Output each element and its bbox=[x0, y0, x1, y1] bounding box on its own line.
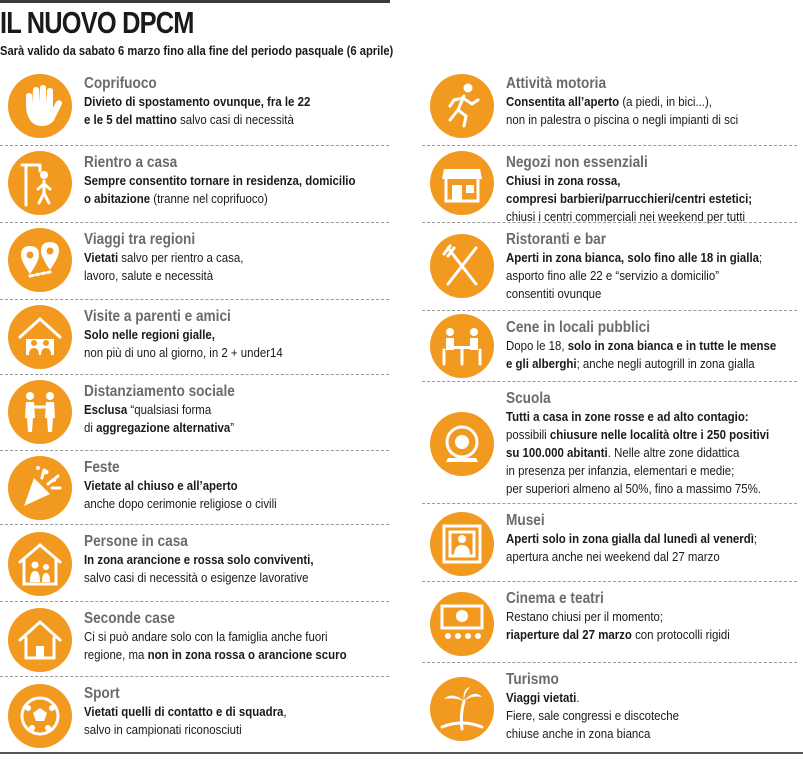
plain-text: ; anche negli autogrill in zona gialla bbox=[576, 356, 755, 371]
plain-text: non in palestra o piscina o negli impianti di sci bbox=[506, 112, 739, 127]
plain-text: anche dopo cerimonie religiose o civili bbox=[84, 496, 277, 511]
bold-text: Aperti solo in zona gialla dal lunedì al venerdì bbox=[506, 531, 754, 546]
dining-table-icon bbox=[430, 314, 494, 378]
dashed-separator bbox=[0, 374, 389, 375]
item-line bbox=[84, 495, 358, 513]
item-title: Feste bbox=[84, 459, 120, 476]
soccer-ball-icon bbox=[8, 684, 72, 748]
fork-knife-icon bbox=[430, 234, 494, 298]
item-line bbox=[84, 401, 358, 419]
item-text bbox=[84, 684, 395, 739]
item-line bbox=[84, 477, 358, 495]
bold-text: Vietati bbox=[84, 250, 119, 265]
bold-text: Chiusi in zona rossa, bbox=[506, 173, 621, 188]
dashed-separator bbox=[422, 581, 797, 582]
plain-text: lavoro, salute e necessità bbox=[84, 268, 214, 283]
item-text bbox=[84, 230, 395, 285]
item-title: Negozi non essenziali bbox=[506, 154, 648, 171]
plain-text: salvo in campionati riconosciuti bbox=[84, 722, 242, 737]
item-text bbox=[506, 511, 803, 566]
left-item-1 bbox=[0, 68, 395, 144]
item-line bbox=[84, 172, 358, 190]
item-text bbox=[84, 153, 395, 208]
plain-text: , bbox=[283, 704, 287, 719]
item-title: Scuola bbox=[506, 390, 551, 407]
right-item-8 bbox=[422, 664, 803, 753]
item-line bbox=[84, 703, 358, 721]
item-title: Visite a parenti e amici bbox=[84, 308, 231, 325]
item-text bbox=[84, 532, 395, 587]
dashed-separator bbox=[422, 310, 797, 311]
item-text bbox=[506, 670, 803, 743]
plain-text: ” bbox=[230, 420, 235, 435]
bold-text: Tutti a casa in zone rosse e ad alto contagio: bbox=[506, 409, 749, 424]
item-line bbox=[84, 326, 358, 344]
shop-icon bbox=[430, 151, 494, 215]
running-person-icon bbox=[430, 74, 494, 138]
left-item-7 bbox=[0, 526, 395, 601]
bold-text: In zona arancione e rossa solo conviventi, bbox=[84, 552, 314, 567]
item-line bbox=[506, 267, 767, 285]
bold-text: o abitazione bbox=[84, 191, 151, 206]
item-title: Turismo bbox=[506, 671, 559, 688]
dashed-separator bbox=[422, 662, 797, 663]
item-title: Coprifuoco bbox=[84, 75, 157, 92]
item-line bbox=[506, 444, 767, 462]
cinema-screen-icon bbox=[430, 592, 494, 656]
item-title: Viaggi tra regioni bbox=[84, 231, 196, 248]
item-line bbox=[506, 408, 767, 426]
plain-text: “qualsiasi forma bbox=[127, 402, 212, 417]
item-line bbox=[84, 569, 358, 587]
bold-text: Aperti in zona bianca, solo fino alle 18 in gialla bbox=[506, 250, 760, 265]
right-item-3 bbox=[422, 224, 803, 307]
item-line bbox=[506, 689, 767, 707]
bold-text: Esclusa bbox=[84, 402, 128, 417]
plain-text: chiuse anche in zona bianca bbox=[506, 726, 651, 741]
plain-text: asporto fino alle 22 e “servizio a domicilio” bbox=[506, 268, 720, 283]
bold-text: e le 5 del mattino bbox=[84, 112, 177, 127]
item-line bbox=[84, 628, 358, 646]
school-bell-icon bbox=[430, 412, 494, 476]
left-item-4 bbox=[0, 301, 395, 373]
plain-text: consentiti ovunque bbox=[506, 286, 602, 301]
page-subtitle: Sarà valido da sabato 6 marzo fino alla fine del periodo pasquale (6 aprile) bbox=[0, 43, 394, 58]
item-text bbox=[506, 153, 803, 226]
bold-text: Viaggi vietati bbox=[506, 690, 577, 705]
item-line bbox=[506, 725, 767, 743]
bold-text: su 100.000 abitanti bbox=[506, 445, 608, 460]
item-line bbox=[506, 462, 767, 480]
plain-text: per superiori almeno al 50%, fino a massimo 75%. bbox=[506, 481, 761, 496]
plain-text: salvo per rientro a casa, bbox=[118, 250, 244, 265]
dashed-separator bbox=[0, 222, 389, 223]
plain-text: salvo casi di necessità bbox=[176, 112, 294, 127]
dashed-separator bbox=[422, 222, 797, 223]
bold-text: solo in zona bianca e in tutte le mense bbox=[567, 338, 777, 353]
dashed-separator bbox=[0, 524, 389, 525]
item-line bbox=[506, 626, 767, 644]
item-text bbox=[506, 230, 803, 303]
item-line bbox=[84, 190, 358, 208]
right-item-2 bbox=[422, 147, 803, 224]
plain-text: con protocolli rigidi bbox=[631, 627, 730, 642]
bottom-rule bbox=[0, 752, 803, 754]
item-title: Sport bbox=[84, 685, 120, 702]
item-title: Ristoranti e bar bbox=[506, 231, 607, 248]
item-line bbox=[506, 355, 767, 373]
raised-hand-icon bbox=[8, 74, 72, 138]
item-line bbox=[506, 480, 767, 498]
plain-text: . bbox=[576, 690, 580, 705]
item-line bbox=[506, 548, 767, 566]
museum-frame-icon bbox=[430, 512, 494, 576]
item-line bbox=[84, 111, 358, 129]
right-item-7 bbox=[422, 583, 803, 664]
left-item-2 bbox=[0, 147, 395, 219]
item-line bbox=[506, 249, 767, 267]
family-house-icon bbox=[8, 305, 72, 369]
item-text bbox=[84, 307, 395, 362]
item-line bbox=[84, 551, 358, 569]
bold-text: aggregazione alternativa bbox=[96, 420, 231, 435]
bold-text: compresi barbieri/parrucchieri/centri estetici; bbox=[506, 191, 753, 206]
item-title: Rientro a casa bbox=[84, 154, 178, 171]
house-icon bbox=[8, 608, 72, 672]
person-returning-home-icon bbox=[8, 151, 72, 215]
right-item-5 bbox=[422, 383, 803, 505]
party-popper-icon bbox=[8, 456, 72, 520]
two-people-distance-icon bbox=[8, 380, 72, 444]
plain-text: Ci si può andare solo con la famiglia anche fuori bbox=[84, 629, 328, 644]
page-title: IL NUOVO DPCM bbox=[0, 5, 194, 40]
dashed-separator bbox=[422, 381, 797, 382]
item-line bbox=[506, 337, 777, 355]
bold-text: Solo nelle regioni gialle, bbox=[84, 327, 215, 342]
plain-text: Fiere, sale congressi e discoteche bbox=[506, 708, 679, 723]
item-line bbox=[84, 344, 358, 362]
plain-text: Restano chiusi per il momento; bbox=[506, 609, 664, 624]
item-text bbox=[506, 389, 803, 498]
bold-text: chiusure nelle località oltre i 250 positivi bbox=[549, 427, 770, 442]
plain-text: apertura anche nei weekend dal 27 marzo bbox=[506, 549, 720, 564]
dashed-separator bbox=[0, 450, 389, 451]
item-line bbox=[84, 721, 358, 739]
left-item-9 bbox=[0, 678, 395, 753]
left-item-5 bbox=[0, 376, 395, 448]
item-text bbox=[506, 589, 803, 644]
item-title: Seconde case bbox=[84, 610, 175, 627]
item-line bbox=[506, 93, 767, 111]
item-text bbox=[84, 74, 395, 129]
left-item-6 bbox=[0, 452, 395, 524]
bold-text: Sempre consentito tornare in residenza, domicilio bbox=[84, 173, 356, 188]
item-title: Persone in casa bbox=[84, 533, 188, 550]
plain-text: chiusi i centri commerciali nei weekend per tutti bbox=[506, 209, 746, 224]
plain-text: regione, ma bbox=[84, 647, 148, 662]
plain-text: salvo casi di necessità o esigenze lavorative bbox=[84, 570, 309, 585]
map-pins-icon bbox=[8, 228, 72, 292]
plain-text: Dopo le 18, bbox=[506, 338, 568, 353]
dashed-separator bbox=[422, 145, 797, 146]
item-text bbox=[84, 609, 395, 664]
item-line bbox=[84, 646, 358, 664]
item-title: Distanziamento sociale bbox=[84, 383, 235, 400]
dashed-separator bbox=[0, 299, 389, 300]
item-text bbox=[506, 318, 803, 373]
bold-text: Vietati quelli di contatto e di squadra bbox=[84, 704, 284, 719]
plain-text: (tranne nel coprifuoco) bbox=[150, 191, 268, 206]
left-item-3 bbox=[0, 224, 395, 296]
dashed-separator bbox=[0, 676, 389, 677]
item-text bbox=[506, 74, 803, 129]
right-item-1 bbox=[422, 68, 803, 144]
plain-text: possibili bbox=[506, 427, 550, 442]
bold-text: Vietate al chiuso e all’aperto bbox=[84, 478, 238, 493]
item-title: Attività motoria bbox=[506, 75, 607, 92]
item-line bbox=[84, 249, 358, 267]
plain-text: (a piedi, in bici...), bbox=[619, 94, 712, 109]
item-line bbox=[506, 190, 767, 208]
plain-text: non più di uno al giorno, in 2 + under14 bbox=[84, 345, 283, 360]
plain-text: in presenza per infanzia, elementari e medie; bbox=[506, 463, 735, 478]
bold-text: Divieto di spostamento ovunque, fra le 22 bbox=[84, 94, 311, 109]
right-item-4 bbox=[422, 312, 803, 378]
item-text bbox=[84, 458, 395, 513]
bold-text: riaperture dal 27 marzo bbox=[506, 627, 632, 642]
plain-text: . Nelle altre zone didattica bbox=[607, 445, 740, 460]
plain-text: ; bbox=[753, 531, 758, 546]
item-line bbox=[506, 426, 770, 444]
top-rule bbox=[0, 0, 390, 3]
item-line bbox=[506, 285, 767, 303]
item-line bbox=[506, 111, 767, 129]
family-at-home-icon bbox=[8, 532, 72, 596]
dashed-separator bbox=[0, 601, 389, 602]
dashed-separator bbox=[0, 145, 389, 146]
item-line bbox=[506, 707, 767, 725]
item-line bbox=[84, 419, 358, 437]
plain-text: ; bbox=[759, 250, 763, 265]
item-title: Musei bbox=[506, 512, 545, 529]
item-text bbox=[84, 382, 395, 437]
item-title: Cinema e teatri bbox=[506, 590, 604, 607]
item-title: Cene in locali pubblici bbox=[506, 319, 651, 336]
left-item-8 bbox=[0, 603, 395, 677]
palm-beach-icon bbox=[430, 677, 494, 741]
item-line bbox=[506, 608, 767, 626]
item-line bbox=[506, 530, 767, 548]
bold-text: non in zona rossa o arancione scuro bbox=[147, 647, 347, 662]
plain-text: di bbox=[84, 420, 97, 435]
item-line bbox=[506, 172, 767, 190]
dashed-separator bbox=[422, 503, 797, 504]
bold-text: e gli alberghi bbox=[506, 356, 577, 371]
bold-text: Consentita all’aperto bbox=[506, 94, 620, 109]
right-item-6 bbox=[422, 505, 803, 582]
item-line bbox=[84, 93, 358, 111]
item-line bbox=[84, 267, 358, 285]
